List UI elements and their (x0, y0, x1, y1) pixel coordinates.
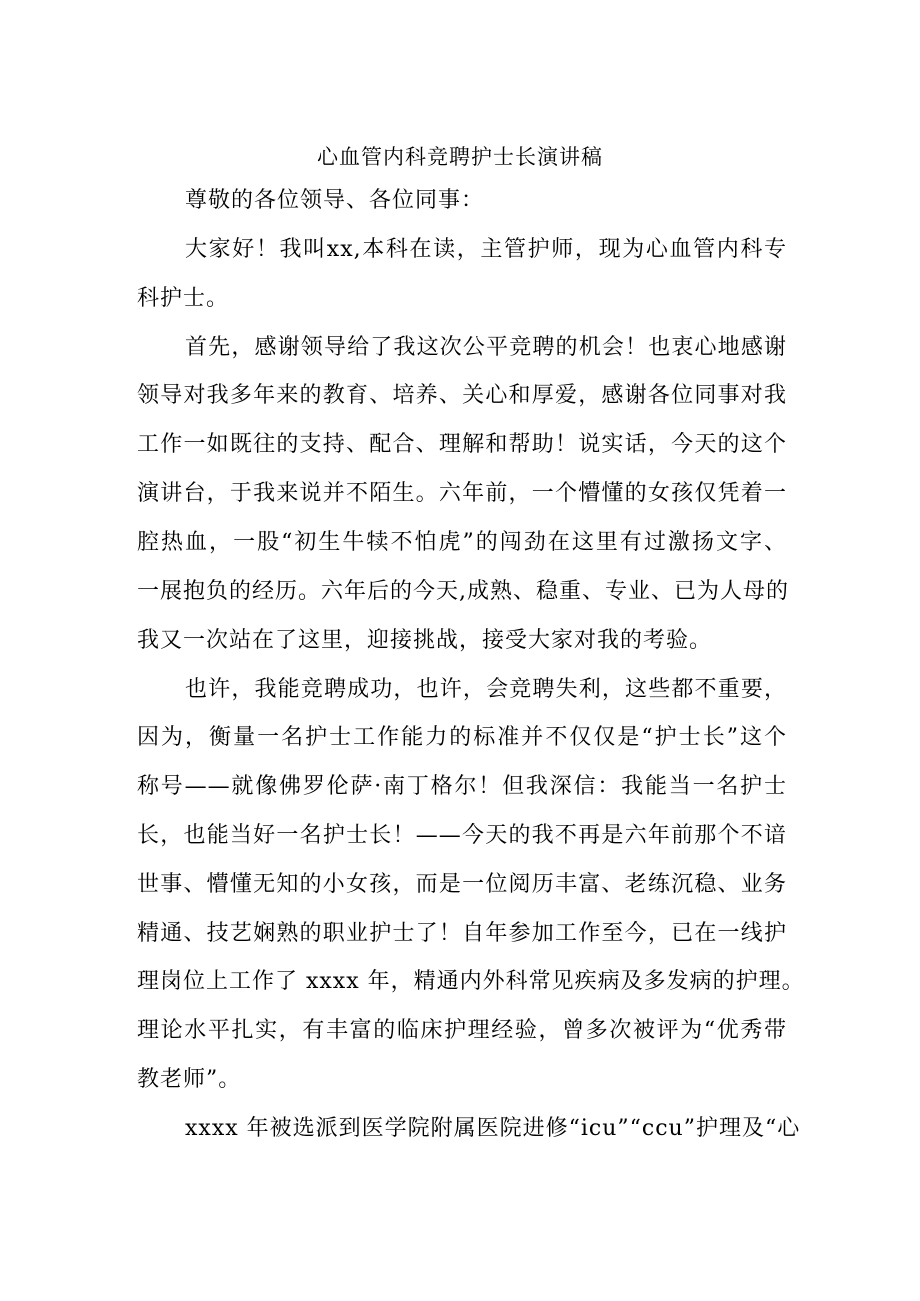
paragraph-line: 理论水平扎实，有丰富的临床护理经验，曾多次被评为“优秀带 (137, 1018, 787, 1043)
paragraph-line: 世事、懵懂无知的小女孩，而是一位阅历丰富、老练沉稳、业务 (137, 872, 787, 897)
paragraph-line: 因为，衡量一名护士工作能力的标准并不仅仅是“护士长”这个 (137, 725, 787, 750)
salutation-line: 尊敬的各位领导、各位同事： (185, 188, 485, 213)
paragraph-line: 称号——就像佛罗伦萨·南丁格尔！但我深信：我能当一名护士 (137, 774, 787, 799)
paragraph-line: 演讲台，于我来说并不陌生。六年前，一个懵懂的女孩仅凭着一 (137, 481, 787, 506)
paragraph-line: 教老师”。 (137, 1067, 242, 1092)
paragraph-line: 领导对我多年来的教育、培养、关心和厚爱，感谢各位同事对我 (137, 383, 787, 408)
paragraph-line: 科护士。 (137, 286, 230, 311)
paragraph-line: 工作一如既往的支持、配合、理解和帮助！说实话，今天的这个 (137, 432, 787, 457)
paragraph-line: 我又一次站在了这里，迎接挑战，接受大家对我的考验。 (137, 628, 713, 653)
paragraph-line: 大家好！我叫xx,本科在读，主管护师，现为心血管内科专 (185, 237, 787, 262)
paragraph-line: 也许，我能竞聘成功，也许，会竞聘失利，这些都不重要， (185, 677, 787, 702)
document-title: 心血管内科竞聘护士长演讲稿 (317, 145, 603, 169)
paragraph-line: 一展抱负的经历。六年后的今天,成熟、稳重、专业、已为人母的 (137, 579, 789, 604)
paragraph-line: 理岗位上工作了 xxxx 年，精通内外科常见疾病及多发病的护理。 (137, 969, 805, 994)
paragraph-line: 首先，感谢领导给了我这次公平竞聘的机会！也衷心地感谢 (185, 335, 787, 360)
paragraph-line: 精通、技艺娴熟的职业护士了！自年参加工作至今，已在一线护 (137, 921, 787, 946)
paragraph-line: 腔热血，一股“初生牛犊不怕虎”的闯劲在这里有过激扬文字、 (137, 530, 787, 555)
paragraph-line: xxxx 年被选派到医学院附属医院进修“icu”“ccu”护理及“心 (185, 1116, 801, 1141)
paragraph-line: 长，也能当好一名护士长！——今天的我不再是六年前那个不谙 (137, 823, 787, 848)
